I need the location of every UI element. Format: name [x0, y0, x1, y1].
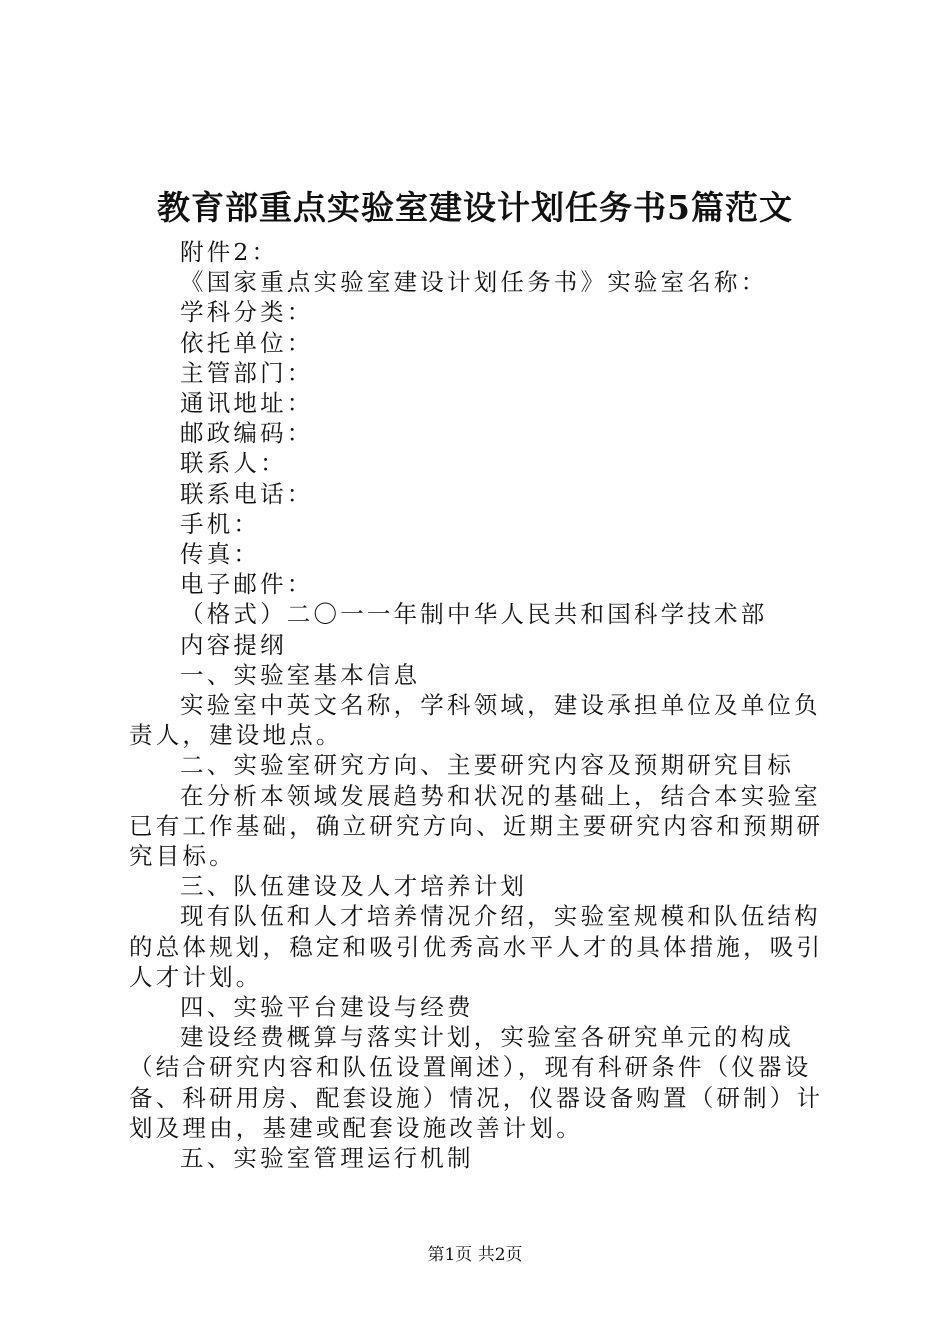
field-email: 电子邮件：: [180, 570, 314, 599]
section-heading-3: 三、队伍建设及人才培养计划: [180, 872, 528, 901]
section-paragraph-4: 建设经费概算与落实计划，实验室各研究单元的构成（结合研究内容和队伍设置阐述），现有科研条件（仪器设备、科研用房、配套设施）情况，仪器设备购置（研制）计划及理由，基建或配套设施改善计划。: [129, 1023, 824, 1142]
field-postcode: 邮政编码：: [180, 419, 314, 448]
field-department: 主管部门：: [180, 358, 314, 387]
section-heading-2: 二、实验室研究方向、主要研究内容及预期研究目标: [180, 751, 795, 780]
form-title-line: 《国家重点实验室建设计划任务书》实验室名称：: [180, 268, 768, 297]
document-body: [129, 237, 835, 1173]
section-paragraph-1: 实验室中英文名称，学科领域，建设承担单位及单位负责人，建设地点。: [129, 691, 821, 750]
section-heading-4: 四、实验平台建设与经费: [180, 993, 474, 1022]
page-footer: 第1页 共2页: [427, 1245, 523, 1265]
attachment-label: 附件2：: [180, 238, 279, 266]
document-title: 教育部重点实验室建设计划任务书5篇范文: [157, 188, 793, 227]
field-fax: 传真：: [180, 540, 261, 569]
section-heading-1: 一、实验室基本信息: [180, 660, 421, 689]
field-discipline: 学科分类：: [180, 298, 314, 327]
field-host-unit: 依托单位：: [180, 328, 314, 357]
format-line: （格式）二〇一一年制中华人民共和国科学技术部: [180, 600, 768, 629]
field-phone: 联系电话：: [180, 479, 314, 508]
field-mobile: 手机：: [180, 509, 261, 538]
field-address: 通讯地址：: [180, 389, 314, 418]
section-heading-5: 五、实验室管理运行机制: [180, 1144, 474, 1173]
section-paragraph-2: 在分析本领域发展趋势和状况的基础上，结合本实验室已有工作基础，确立研究方向、近期主要研究内容和预期研究目标。: [129, 781, 824, 871]
section-paragraph-3: 现有队伍和人才培养情况介绍，实验室规模和队伍结构的总体规划，稳定和吸引优秀高水平人才的具体措施，吸引人才计划。: [129, 902, 824, 991]
outline-heading: 内容提纲: [180, 630, 287, 659]
field-contact: 联系人：: [180, 449, 287, 478]
